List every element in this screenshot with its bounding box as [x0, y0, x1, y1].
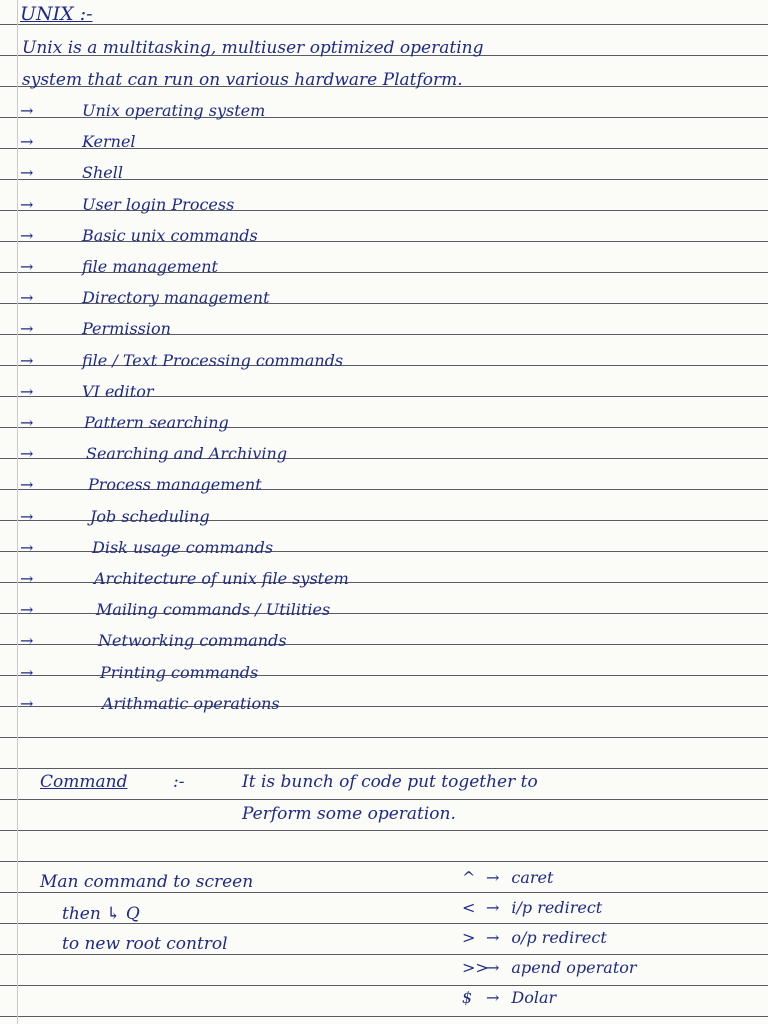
symbol-glyph: > [462, 928, 476, 947]
margin-line [17, 0, 18, 1024]
topic-item [20, 538, 273, 558]
symbol-glyph: $ [462, 988, 473, 1007]
arrow-icon: → [20, 132, 34, 152]
arrow-icon: → [20, 631, 34, 651]
arrow-icon: → [20, 569, 34, 588]
topic-label: file management [82, 257, 218, 276]
symbol-row [462, 898, 602, 918]
topic-item [20, 475, 262, 495]
definition-line-1: Unix is a multitasking, multiuser optimized operating [22, 38, 484, 58]
arrow-icon: → [20, 537, 34, 557]
arrow-icon: → [486, 868, 500, 887]
arrow-icon: → [20, 350, 34, 370]
arrow-icon: → [20, 506, 34, 526]
symbol-glyph: < [462, 898, 476, 917]
topic-item [20, 351, 343, 371]
arrow-icon: → [20, 444, 34, 464]
topic-item [20, 631, 287, 651]
topic-label: VI editor [82, 381, 154, 401]
topic-item [20, 319, 171, 339]
arrow-icon: → [20, 225, 34, 245]
arrow-icon: → [20, 662, 34, 682]
topic-item [20, 101, 265, 121]
topic-item [20, 382, 154, 402]
topic-label: Permission [82, 319, 171, 339]
command-definition-line-1: It is bunch of code put together to [242, 772, 538, 792]
topic-item [20, 600, 330, 620]
then-note: then ↳ Q [62, 904, 140, 924]
command-definition-line-2: Perform some operation. [242, 804, 456, 824]
arrow-icon: → [20, 475, 34, 495]
arrow-icon: → [20, 381, 34, 401]
topic-item [20, 226, 258, 246]
man-command-note: Man command to screen [40, 872, 254, 892]
topic-item [20, 257, 218, 277]
arrow-icon: → [486, 898, 500, 917]
command-heading: Command [40, 772, 128, 792]
topic-label: Directory management [82, 288, 270, 308]
topic-item [20, 569, 349, 589]
topic-item [20, 163, 123, 183]
topic-item [20, 132, 136, 152]
topic-label: Arithmatic operations [102, 693, 280, 713]
arrow-icon: → [20, 693, 34, 713]
symbol-row [462, 868, 553, 888]
topic-label: Printing commands [100, 662, 259, 682]
topic-item [20, 195, 234, 215]
topic-label: Shell [82, 163, 123, 183]
symbol-row [462, 988, 556, 1008]
arrow-icon: → [486, 958, 500, 977]
arrow-icon: → [20, 319, 34, 339]
to-new-note: to new root control [62, 934, 228, 954]
arrow-icon: → [20, 194, 34, 214]
topic-label: Architecture of unix file system [94, 569, 349, 588]
topic-label: Kernel [82, 132, 136, 152]
symbol-meaning: caret [511, 868, 554, 887]
topic-item [20, 288, 270, 308]
symbol-glyph: ^ [462, 868, 476, 887]
arrow-icon: → [20, 288, 34, 308]
topic-label: Pattern searching [84, 413, 229, 432]
arrow-icon: → [20, 257, 34, 276]
definition-line-2: system that can run on various hardware Platform. [22, 70, 463, 90]
topic-item [20, 507, 210, 527]
symbol-meaning: Dolar [511, 988, 557, 1007]
symbol-row [462, 958, 637, 978]
topic-label: Searching and Archiving [86, 444, 288, 464]
topic-label: Basic unix commands [82, 225, 258, 245]
symbol-meaning: i/p redirect [511, 898, 603, 917]
topic-item [20, 694, 280, 714]
topic-label: file / Text Processing commands [82, 350, 344, 370]
topic-label: Unix operating system [82, 101, 266, 120]
arrow-icon: → [486, 928, 500, 947]
topic-item [20, 444, 287, 464]
topic-label: Networking commands [98, 631, 287, 651]
arrow-icon: → [20, 600, 34, 620]
topic-item [20, 663, 258, 683]
topic-label: Disk usage commands [92, 537, 274, 557]
topic-label: Job scheduling [90, 506, 210, 526]
symbol-meaning: apend operator [511, 958, 637, 977]
arrow-icon: → [20, 163, 34, 183]
arrow-icon: → [20, 413, 34, 432]
symbol-row [462, 928, 607, 948]
topic-label: Mailing commands / Utilities [96, 600, 331, 620]
page-title: UNIX :- [20, 3, 93, 25]
topic-label: User login Process [82, 194, 235, 214]
symbol-meaning: o/p redirect [511, 928, 607, 947]
command-colon: :- [173, 772, 185, 792]
arrow-icon: → [486, 988, 500, 1007]
arrow-icon: → [20, 101, 34, 120]
symbol-glyph: >> [462, 958, 489, 977]
topic-label: Process management [88, 475, 262, 495]
topic-item [20, 413, 229, 433]
